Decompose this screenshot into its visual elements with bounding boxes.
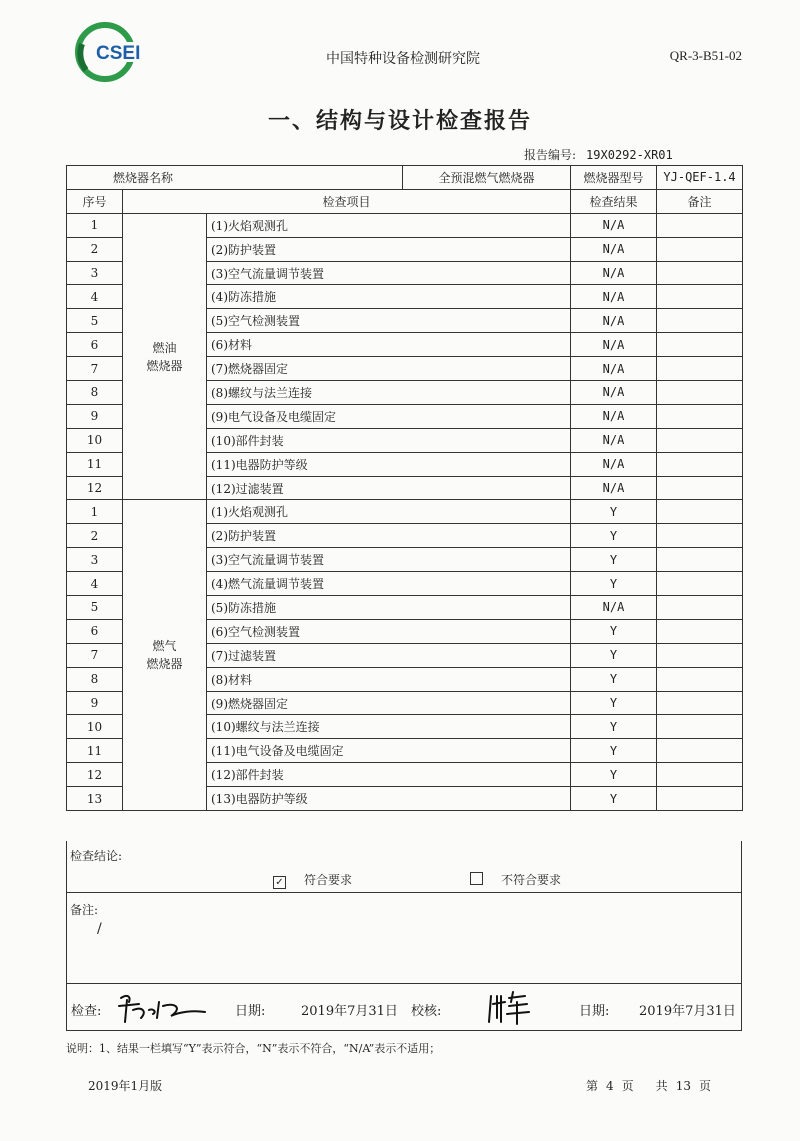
row-remark (657, 428, 743, 452)
row-remark (657, 643, 743, 667)
report-number-label: 报告编号: (524, 148, 577, 162)
inspect-date: 2019年7月31日 (301, 1004, 398, 1019)
row-remark (657, 619, 743, 643)
option-fail (470, 871, 561, 888)
row-item: (2)防护装置 (207, 237, 571, 261)
row-result: N/A (571, 309, 657, 333)
report-number-value: 19X0292-XR01 (586, 148, 673, 162)
option-pass-label: 符合要求 (304, 873, 353, 887)
reviewer-signature (483, 988, 553, 1028)
page-header (66, 20, 742, 100)
row-item: (10)螺纹与法兰连接 (207, 715, 571, 739)
row-seq: 5 (67, 596, 123, 620)
page-info (586, 1077, 719, 1094)
row-result: Y (571, 572, 657, 596)
page-prefix: 第 (586, 1079, 599, 1093)
row-seq: 11 (67, 739, 123, 763)
doc-code: QR-3-B51-02 (669, 48, 742, 63)
row-result: N/A (571, 381, 657, 405)
row-item: (5)防冻措施 (207, 596, 571, 620)
row-remark (657, 476, 743, 500)
row-item: (2)防护装置 (207, 524, 571, 548)
row-item: (6)空气检测装置 (207, 619, 571, 643)
row-result: N/A (571, 261, 657, 285)
option-fail-label: 不符合要求 (501, 873, 562, 887)
row-remark (657, 452, 743, 476)
row-result: N/A (571, 428, 657, 452)
col-seq-header: 序号 (67, 189, 123, 213)
row-seq: 8 (67, 667, 123, 691)
row-remark (657, 715, 743, 739)
remarks-value: / (97, 921, 102, 937)
review-date-label: 日期: (579, 1004, 610, 1019)
row-remark (657, 237, 743, 261)
oil-category (123, 213, 207, 500)
category-label-line1: 燃气 (152, 639, 177, 654)
page-number: 4 (606, 1079, 614, 1093)
row-seq: 10 (67, 428, 123, 452)
row-seq: 13 (67, 787, 123, 811)
row-seq: 11 (67, 452, 123, 476)
review-label: 校核: (411, 1004, 442, 1019)
row-item: (6)材料 (207, 333, 571, 357)
csei-logo (72, 20, 158, 90)
row-remark (657, 691, 743, 715)
header-row (67, 189, 743, 213)
row-seq: 5 (67, 309, 123, 333)
row-result: N/A (571, 404, 657, 428)
row-seq: 8 (67, 381, 123, 405)
row-seq: 9 (67, 691, 123, 715)
row-seq: 3 (67, 548, 123, 572)
row-seq: 10 (67, 715, 123, 739)
conclusion-label: 检查结论: (70, 849, 123, 863)
row-item: (1)火焰观测孔 (207, 213, 571, 237)
inspect-date-label: 日期: (235, 1004, 266, 1019)
org-name: 中国特种设备检测研究院 (326, 51, 480, 67)
row-result: Y (571, 548, 657, 572)
info-row (67, 166, 743, 190)
row-remark (657, 739, 743, 763)
remarks-section (66, 892, 742, 984)
conclusion-section (66, 841, 742, 893)
row-item: (13)电器防护等级 (207, 787, 571, 811)
row-result: Y (571, 763, 657, 787)
review-date: 2019年7月31日 (639, 1004, 736, 1019)
category-label-line1: 燃油 (152, 340, 177, 355)
row-item: (8)材料 (207, 667, 571, 691)
total-unit: 页 (698, 1079, 711, 1093)
table-row (67, 213, 743, 237)
row-item: (3)空气流量调节装置 (207, 261, 571, 285)
row-seq: 7 (67, 643, 123, 667)
row-remark (657, 381, 743, 405)
row-seq: 3 (67, 261, 123, 285)
row-item: (4)燃气流量调节装置 (207, 572, 571, 596)
row-result: Y (571, 619, 657, 643)
row-remark (657, 596, 743, 620)
csei-logo-icon (72, 20, 158, 90)
fail-checkbox[interactable] (470, 872, 483, 885)
row-seq: 12 (67, 763, 123, 787)
logo-text: CSEI (96, 43, 141, 64)
row-seq: 1 (67, 500, 123, 524)
row-item: (5)空气检测装置 (207, 309, 571, 333)
row-remark (657, 261, 743, 285)
row-remark (657, 309, 743, 333)
check-icon: ✓ (275, 877, 284, 888)
row-item: (9)燃烧器固定 (207, 691, 571, 715)
row-remark (657, 763, 743, 787)
row-remark (657, 548, 743, 572)
row-item: (1)火焰观测孔 (207, 500, 571, 524)
row-item: (11)电气设备及电缆固定 (207, 739, 571, 763)
row-result: N/A (571, 452, 657, 476)
row-remark (657, 357, 743, 381)
burner-model-value: YJ-QEF-1.4 (657, 166, 743, 190)
row-remark (657, 285, 743, 309)
row-result: Y (571, 524, 657, 548)
row-result: N/A (571, 333, 657, 357)
row-result: Y (571, 691, 657, 715)
row-item: (9)电气设备及电缆固定 (207, 404, 571, 428)
inspection-table (66, 165, 743, 811)
row-result: N/A (571, 357, 657, 381)
row-remark (657, 213, 743, 237)
row-item: (4)防冻措施 (207, 285, 571, 309)
row-item: (7)过滤装置 (207, 643, 571, 667)
row-result: Y (571, 739, 657, 763)
row-remark (657, 787, 743, 811)
explanation-note: 说明：1、结果一栏填写“Y”表示符合，“N”表示不符合，“N/A”表示不适用； (66, 1042, 441, 1055)
row-seq: 4 (67, 572, 123, 596)
col-remark-header: 备注 (657, 189, 743, 213)
burner-name-value: 全预混燃气燃烧器 (403, 166, 571, 190)
burner-model-label: 燃烧器型号 (571, 166, 657, 190)
row-item: (3)空气流量调节装置 (207, 548, 571, 572)
row-remark (657, 572, 743, 596)
col-item-header: 检查项目 (123, 189, 571, 213)
burner-name-label: 燃烧器名称 (67, 166, 403, 190)
row-item: (12)过滤装置 (207, 476, 571, 500)
row-remark (657, 333, 743, 357)
category-label-line2: 燃烧器 (146, 358, 183, 373)
total-pages: 13 (675, 1079, 691, 1093)
row-seq: 6 (67, 333, 123, 357)
row-item: (8)螺纹与法兰连接 (207, 381, 571, 405)
row-remark (657, 667, 743, 691)
gas-category (123, 500, 207, 811)
row-seq: 9 (67, 404, 123, 428)
page-title: 一、结构与设计检查报告 (267, 108, 532, 134)
edition: 2019年1月版 (88, 1079, 163, 1093)
row-seq: 12 (67, 476, 123, 500)
row-seq: 4 (67, 285, 123, 309)
row-seq: 2 (67, 524, 123, 548)
option-pass (273, 871, 352, 889)
row-result: Y (571, 715, 657, 739)
row-result: Y (571, 643, 657, 667)
row-result: N/A (571, 596, 657, 620)
row-seq: 2 (67, 237, 123, 261)
table-row (67, 500, 743, 524)
total-prefix: 共 (655, 1079, 668, 1093)
row-result: N/A (571, 213, 657, 237)
report-number (524, 146, 673, 163)
category-label-line2: 燃烧器 (146, 657, 183, 672)
row-seq: 6 (67, 619, 123, 643)
row-result: N/A (571, 285, 657, 309)
row-seq: 7 (67, 357, 123, 381)
row-item: (12)部件封装 (207, 763, 571, 787)
pass-checkbox[interactable] (273, 876, 286, 889)
row-result: N/A (571, 237, 657, 261)
row-item: (10)部件封装 (207, 428, 571, 452)
row-remark (657, 404, 743, 428)
row-remark (657, 524, 743, 548)
page-unit: 页 (621, 1079, 634, 1093)
row-seq: 1 (67, 213, 123, 237)
remarks-label: 备注: (70, 903, 99, 917)
col-result-header: 检查结果 (571, 189, 657, 213)
row-result: N/A (571, 476, 657, 500)
signature-section (66, 983, 742, 1031)
row-item: (11)电器防护等级 (207, 452, 571, 476)
row-item: (7)燃烧器固定 (207, 357, 571, 381)
row-remark (657, 500, 743, 524)
inspector-signature (113, 988, 217, 1028)
row-result: Y (571, 667, 657, 691)
row-result: Y (571, 787, 657, 811)
inspect-label: 检查: (71, 1004, 102, 1019)
row-result: Y (571, 500, 657, 524)
